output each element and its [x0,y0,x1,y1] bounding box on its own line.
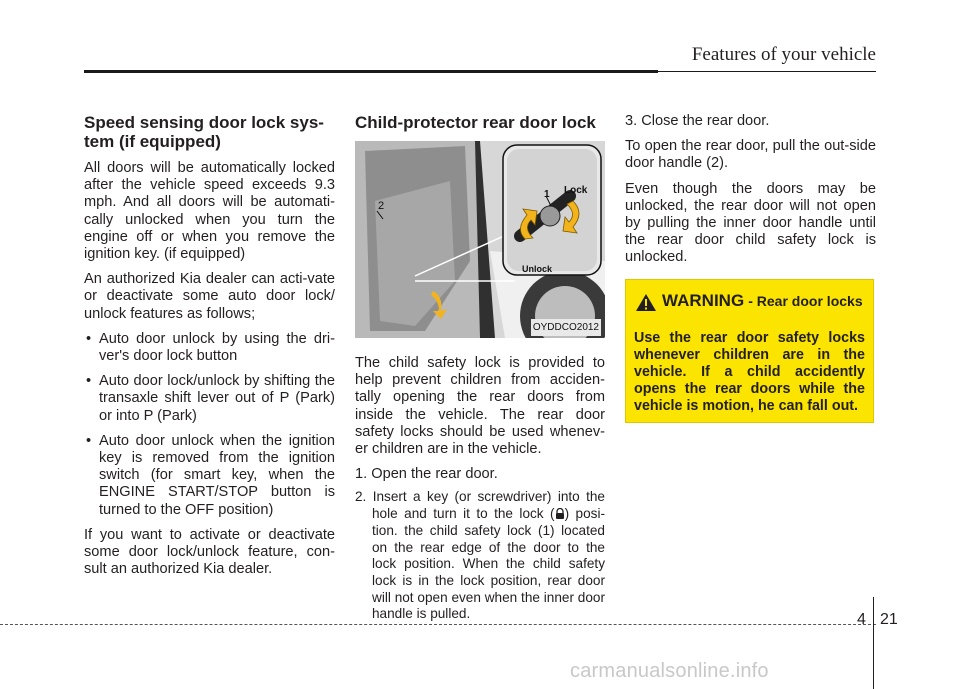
paragraph: All doors will be automatically locked after the vehicle speed exceeds 9.3 mph. And all doors will be automati-cally unlocked when you turn the engine off or when you remove the ignition key. (if equipped) [84,160,335,263]
warning-body: Use the rear door safety locks whenever children are in the vehicle. If a child accidently opens the rear doors while the vehicle is motion, he can fall out. [634,329,865,415]
step-2-text-a: 2. Insert a key (or screwdriver) into the hole and turn it to the lock ( [355,489,605,522]
step-3: 3. Close the rear door. [625,113,770,129]
list-item: • Auto door lock/unlock by shifting the transaxle shift lever out of P (Park) or into P (Park) [84,373,335,425]
warning-header [634,292,865,326]
paragraph: If you want to activate or deactivate some door lock/unlock feature, con-sult an authorized Kia dealer. [84,526,335,578]
door-photo-graphic [355,141,605,338]
header-rule-thin [658,71,876,72]
list-item: • Auto door unlock when the ignition key is removed from the ignition switch (for smart key, when the ENGINE START/STOP button is turned to the OFF position) [84,433,335,519]
figure-code: OYDDCO2012 [531,319,601,336]
section-title-text: Speed sensing door lock sys- tem (if equipped) [84,113,324,151]
section-title-child-protector: Child-protector rear door lock [355,113,596,132]
feature-bullet-list [84,331,335,519]
running-header: Features of your vehicle [691,44,876,65]
footer-rule [0,624,876,625]
step-1: 1. Open the rear door. [355,466,498,483]
lock-icon [555,508,565,519]
column-child-protector [355,113,605,629]
lock-label: Lock [564,185,588,196]
watermark: carmanualsonline.info [570,660,769,682]
warning-subject: - Rear door locks [748,292,863,309]
section-title-speed-sensing [84,113,335,151]
steps-list [355,466,605,623]
page-number: 21 [880,611,898,628]
list-item: • Auto door unlock by using the dri-ver's door lock button [84,331,335,365]
warning-word: WARNING [662,290,745,310]
header-rule [84,70,658,73]
paragraph: To open the rear door, pull the out-side door handle (2). [625,138,876,172]
unlock-label: Unlock [522,264,553,274]
callout-2: 2 [378,200,385,212]
page-number-divider [873,597,874,689]
paragraph: Even though the doors may be unlocked, the rear door will not open by pulling the inner door handle until the rear door child safety lock is unlocked. [625,180,876,266]
column-continued [625,113,876,423]
warning-triangle-icon [635,293,657,312]
step-2-text-b: ) posi-tion. the child safety lock (1) located on the rear edge of the door to the lock position. When the child safety lock is in the lock position, rear door will not open even when the inner door handle is pulled. [372,506,605,622]
paragraph: The child safety lock is provided to help prevent children from acciden-tally opening the rear doors from inside the vehicle. The rear door safety locks should be used whenev-er children are in the vehicle. [355,355,605,458]
section-number: 4 [857,611,866,628]
step-2 [355,489,605,623]
column-speed-sensing [84,113,335,586]
paragraph: An authorized Kia dealer can acti-vate or deactivate some auto door lock/ unlock features as follows; [84,271,335,322]
door-lock-illustration [355,141,605,338]
callout-1: 1 [544,189,550,200]
warning-box [625,279,874,423]
